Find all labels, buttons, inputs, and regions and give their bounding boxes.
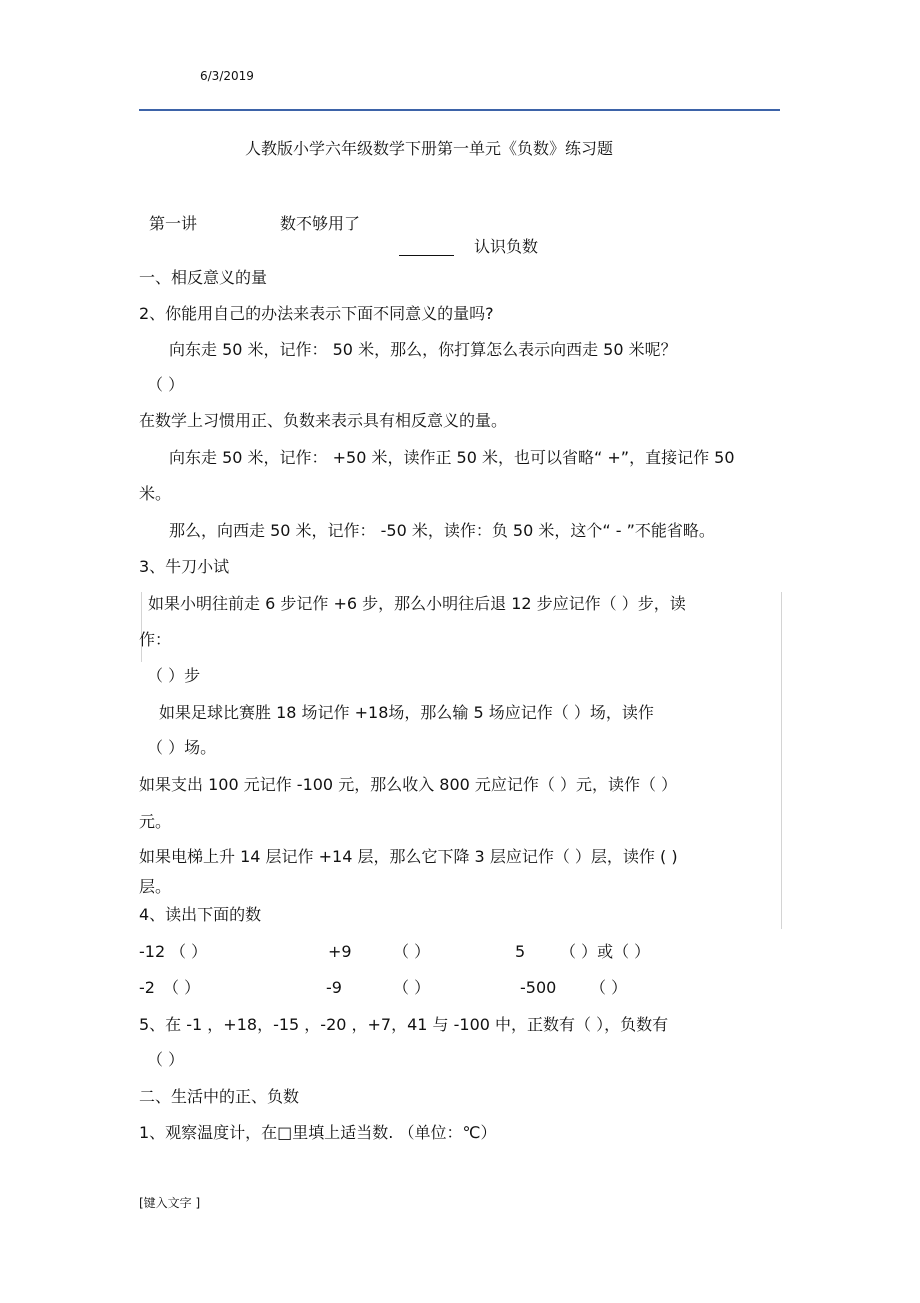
q4-blank: （ ） bbox=[590, 978, 628, 997]
text-box-border-right bbox=[781, 592, 782, 929]
section2-q1: 1、观察温度计，在□里填上适当数. （单位：℃） bbox=[139, 1123, 497, 1142]
q2-example-positive: 向东走 50 米，记作： +50 米，读作正 50 米，也可以省略“ +”，直接记作 50 bbox=[169, 448, 735, 467]
q4-number: -12 bbox=[139, 942, 166, 961]
header-rule bbox=[139, 109, 780, 111]
q4-blank: （ ） bbox=[170, 942, 208, 961]
page-title: 人教版小学六年级数学下册第一单元《负数》练习题 bbox=[245, 139, 614, 158]
q4-blank: （ ） bbox=[393, 942, 431, 961]
q3-steps-cont: 作： bbox=[139, 630, 172, 649]
q2-line1: 向东走 50 米，记作： 50 米，那么，你打算怎么表示向西走 50 米呢？ bbox=[169, 340, 677, 359]
lesson-subtitle: 认识负数 bbox=[474, 237, 539, 256]
q4-number: -2 bbox=[139, 978, 155, 997]
section2-heading: 二、生活中的正、负数 bbox=[139, 1087, 300, 1106]
q3-money-cont: 元。 bbox=[139, 812, 172, 831]
q4-heading: 4、读出下面的数 bbox=[139, 905, 262, 924]
q3-heading: 3、牛刀小试 bbox=[139, 557, 230, 576]
q4-blank: （ ）或（ ） bbox=[560, 942, 651, 961]
q3-elevator-cont: 层。 bbox=[139, 877, 172, 896]
q3-steps-answer: （ ）步 bbox=[147, 666, 201, 685]
q5-answer-blank: （ ） bbox=[147, 1050, 185, 1069]
q3-money-line: 如果支出 100 元记作 -100 元，那么收入 800 元应记作（ ）元，读作（ ） bbox=[139, 775, 678, 794]
q3-steps-line: 如果小明往前走 6 步记作 +6 步，那么小明往后退 12 步应记作（ ）步，读 bbox=[148, 594, 686, 613]
q3-elevator-line: 如果电梯上升 14 层记作 +14 层，那么它下降 3 层应记作（ ）层，读作 ( ) bbox=[139, 847, 678, 866]
q2-answer-blank: （ ） bbox=[147, 375, 185, 394]
q2-explain: 在数学上习惯用正、负数来表示具有相反意义的量。 bbox=[139, 411, 508, 430]
lesson-blank-underline bbox=[399, 255, 454, 256]
q5-line: 5、在 -1 ，+18，-15 ，-20 ，+7，41 与 -100 中，正数有（ ），负数有 bbox=[139, 1015, 669, 1034]
q4-number: +9 bbox=[328, 942, 352, 961]
header-date: 6/3/2019 bbox=[200, 69, 254, 83]
text-box-border-left bbox=[141, 592, 142, 662]
q4-blank: （ ） bbox=[163, 978, 201, 997]
lesson-name: 数不够用了 bbox=[280, 214, 361, 233]
q2-example-positive-cont: 米。 bbox=[139, 484, 172, 503]
q2-example-negative: 那么，向西走 50 米，记作： -50 米，读作：负 50 米，这个“ - ”不能省略。 bbox=[169, 521, 715, 540]
q3-football-line: 如果足球比赛胜 18 场记作 +18场，那么输 5 场应记作（ ）场，读作 bbox=[159, 703, 654, 722]
q4-number: -9 bbox=[326, 978, 342, 997]
q4-number: 5 bbox=[515, 942, 526, 961]
page-footer: [键入文字 ] bbox=[139, 1196, 201, 1210]
lesson-number: 第一讲 bbox=[149, 214, 198, 233]
q2-prompt: 2、你能用自己的办法来表示下面不同意义的量吗? bbox=[139, 304, 494, 323]
q4-blank: （ ） bbox=[393, 978, 431, 997]
q3-football-answer: （ ）场。 bbox=[147, 738, 217, 757]
section1-heading: 一、相反意义的量 bbox=[139, 268, 268, 287]
q4-number: -500 bbox=[520, 978, 557, 997]
